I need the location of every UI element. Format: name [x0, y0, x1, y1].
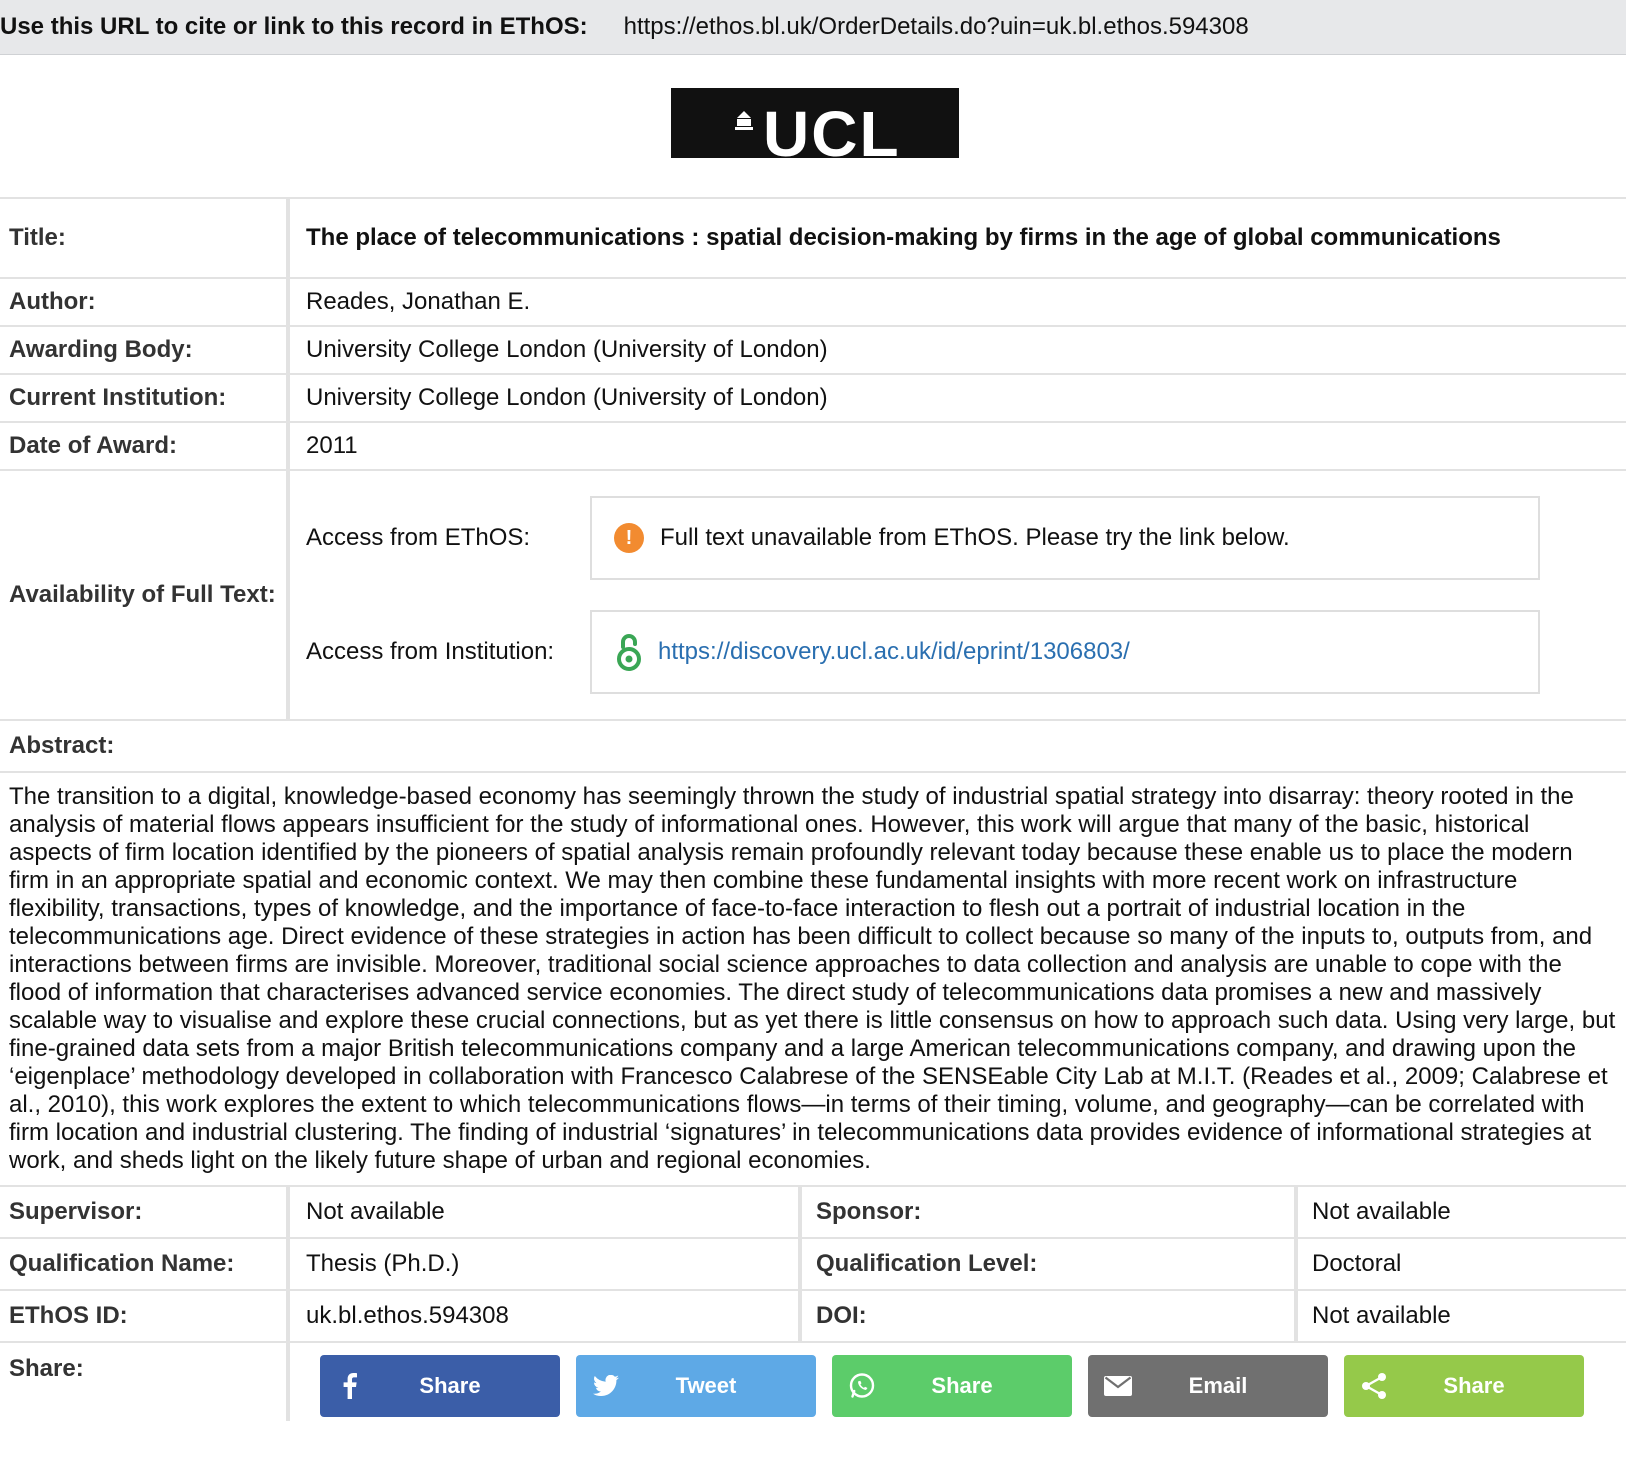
logo-area: [0, 55, 1626, 199]
sponsor-label: Sponsor:: [802, 1187, 1298, 1239]
availability-label: Availability of Full Text:: [0, 471, 290, 721]
date-row: [0, 423, 1626, 471]
share-icon: [1344, 1372, 1404, 1400]
ethos-id-value: uk.bl.ethos.594308: [290, 1291, 802, 1343]
supervisor-row: [0, 1187, 1626, 1239]
share-label: Share:: [0, 1343, 290, 1421]
metadata-table: [0, 1187, 1626, 1343]
institution-link[interactable]: https://discovery.ucl.ac.uk/id/eprint/1306803/: [658, 638, 1130, 665]
access-institution-row: [306, 610, 1626, 694]
ucl-logo: [671, 88, 959, 158]
whatsapp-share-button[interactable]: [832, 1355, 1072, 1417]
sponsor-value: Not available: [1298, 1187, 1626, 1239]
whatsapp-icon: [832, 1372, 892, 1400]
qualification-row: [0, 1239, 1626, 1291]
share-row: [0, 1343, 1626, 1421]
awarding-value: University College London (University of London): [290, 327, 1626, 375]
email-share-label: Email: [1188, 1373, 1248, 1398]
identifier-row: [0, 1291, 1626, 1343]
access-ethos-label: Access from EThOS:: [306, 524, 531, 551]
access-institution-label: Access from Institution:: [306, 638, 555, 665]
thesis-title: The place of telecommunications : spatial decision-making by firms in the age of global communications: [290, 199, 1626, 279]
email-share-button[interactable]: [1088, 1355, 1328, 1417]
record-table: [0, 199, 1626, 721]
access-ethos-box: [590, 496, 1540, 580]
doi-value: Not available: [1298, 1291, 1626, 1343]
supervisor-value: Not available: [290, 1187, 802, 1239]
title-label: Title:: [0, 199, 290, 279]
facebook-share-button[interactable]: [320, 1355, 560, 1417]
supervisor-label: Supervisor:: [0, 1187, 290, 1239]
institution-value: University College London (University of London): [290, 375, 1626, 423]
logo-text: UCL: [763, 98, 901, 158]
access-institution-box: [590, 610, 1540, 694]
title-row: [0, 199, 1626, 279]
share-buttons: [290, 1343, 1600, 1421]
date-value: 2011: [290, 423, 1626, 471]
twitter-tweet-label: Tweet: [675, 1373, 737, 1398]
citation-bar: [0, 0, 1626, 55]
warning-icon: !: [614, 523, 644, 553]
availability-row: [0, 471, 1626, 721]
awarding-row: [0, 327, 1626, 375]
institution-row: [0, 375, 1626, 423]
email-icon: [1088, 1376, 1148, 1396]
access-ethos-row: [306, 496, 1626, 580]
ethos-id-label: EThOS ID:: [0, 1291, 290, 1343]
access-options: [290, 474, 1626, 716]
abstract-label: Abstract:: [0, 721, 1626, 773]
qualification-level-value: Doctoral: [1298, 1239, 1626, 1291]
author-value: Reades, Jonathan E.: [290, 279, 1626, 327]
qualification-level-label: Qualification Level:: [802, 1239, 1298, 1291]
abstract-text: The transition to a digital, knowledge-based economy has seemingly thrown the study of industrial spatial strategy into disarray: theory rooted in the analysis of material flows appears insufficient for the study of informational ones. However, this work will argue that many of the basic, historical aspects of firm location identified by the pioneers of spatial analysis remain profoundly relevant today because these enable us to place the modern firm in an appropriate spatial and economic context. We may then combine these fundamental insights with more recent work on infrastructure flexibility, transactions, types of knowledge, and the importance of face-to-face interaction to flesh out a portrait of industrial location in the telecommunications age. Direct evidence of these strategies in action has been difficult to collect because so many of the inputs to, outputs from, and interactions between firms are invisible. Moreover, traditional social science approaches to data collection and analysis are unable to cope with the flood of information that characterises advanced service economies. The direct study of telecommunications data promises a new and massively scalable way to visualise and explore these crucial connections, but as yet there is little consensus on how to approach such data. Using very large, but fine-grained data sets from a major British telecommunications company and a large American telecommunications company, and drawing upon the ‘eigenplace’ methodology developed in collaboration with Francesco Calabrese of the SENSEable City Lab at M.I.T. (Reades et al., 2009; Calabrese et al., 2010), this work explores the extent to which telecommunications flows—in terms of their timing, volume, and geography—can be correlated with firm location and industrial clustering. The finding of industrial ‘signatures’ in telecommunications data provides evidence of informational strategies at work, and sheds light on the likely future shape of urban and regional economies.: [0, 773, 1626, 1187]
facebook-share-label: Share: [419, 1373, 481, 1398]
doi-label: DOI:: [802, 1291, 1298, 1343]
awarding-label: Awarding Body:: [0, 327, 290, 375]
citation-label: Use this URL to cite or link to this record in EThOS:: [0, 13, 588, 40]
twitter-tweet-button[interactable]: [576, 1355, 816, 1417]
open-access-icon: [614, 631, 644, 673]
citation-url[interactable]: https://ethos.bl.uk/OrderDetails.do?uin=uk.bl.ethos.594308: [623, 13, 1249, 40]
whatsapp-share-label: Share: [931, 1373, 993, 1398]
access-ethos-message: Full text unavailable from EThOS. Please try the link below.: [660, 524, 1290, 551]
qualification-name-value: Thesis (Ph.D.): [290, 1239, 802, 1291]
facebook-icon: [320, 1373, 380, 1399]
qualification-name-label: Qualification Name:: [0, 1239, 290, 1291]
generic-share-label: Share: [1443, 1373, 1505, 1398]
twitter-icon: [576, 1375, 636, 1397]
author-label: Author:: [0, 279, 290, 327]
ucl-logo-graphic: [671, 88, 959, 158]
availability-cell: [290, 471, 1626, 721]
institution-label: Current Institution:: [0, 375, 290, 423]
date-label: Date of Award:: [0, 423, 290, 471]
generic-share-button[interactable]: [1344, 1355, 1584, 1417]
author-row: [0, 279, 1626, 327]
